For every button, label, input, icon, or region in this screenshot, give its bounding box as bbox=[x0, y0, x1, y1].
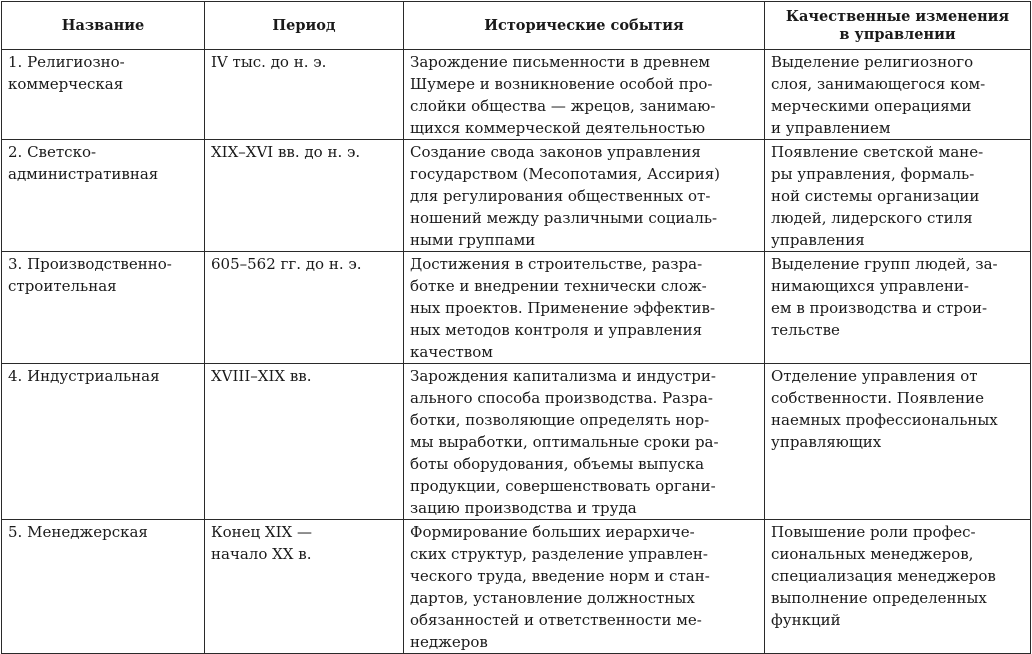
cell-events: Зарождение письменности в древнем Шумере и возникновение особой про- слойки общества — жрецов, занимаю- щихся коммерческой деятельностью bbox=[404, 50, 765, 140]
cell-events: Зарождения капитализма и индустри- ального способа производства. Разра- ботки, позволяющие определять нор- мы выработки, оптимальные сроки ра- боты оборудования, объемы выпуска продукции, совершенствовать органи- зацию производства и труда bbox=[404, 364, 765, 520]
cell-period: Конец XIX — начало XX в. bbox=[205, 520, 404, 654]
cell-period: XVIII–XIX вв. bbox=[205, 364, 404, 520]
cell-name: 1. Религиозно- коммерческая bbox=[2, 50, 205, 140]
table-row bbox=[2, 252, 1031, 364]
header-events: Исторические события bbox=[404, 2, 765, 50]
cell-changes: Отделение управления от собственности. Появление наемных профессиональных управляющих bbox=[765, 364, 1031, 520]
cell-name: 3. Производственно- строительная bbox=[2, 252, 205, 364]
header-changes: Качественные изменения в управлении bbox=[765, 2, 1031, 50]
cell-changes: Появление светской мане- ры управления, формаль- ной системы организации людей, лидерского стиля управления bbox=[765, 140, 1031, 252]
cell-changes: Выделение групп людей, за- нимающихся управлени- ем в производства и строи- тельстве bbox=[765, 252, 1031, 364]
cell-events: Достижения в строительстве, разра- ботке и внедрении технически слож- ных проектов. Применение эффектив- ных методов контроля и управления качеством bbox=[404, 252, 765, 364]
cell-period: XIX–XVI вв. до н. э. bbox=[205, 140, 404, 252]
cell-period: 605–562 гг. до н. э. bbox=[205, 252, 404, 364]
table-row bbox=[2, 520, 1031, 654]
cell-period: IV тыс. до н. э. bbox=[205, 50, 404, 140]
table-row bbox=[2, 140, 1031, 252]
management-history-table bbox=[1, 1, 1031, 654]
cell-name: 4. Индустриальная bbox=[2, 364, 205, 520]
cell-name: 5. Менеджерская bbox=[2, 520, 205, 654]
header-period: Период bbox=[205, 2, 404, 50]
cell-changes: Повышение роли профес- сиональных менеджеров, специализация менеджеров выполнение определенных функций bbox=[765, 520, 1031, 654]
table-row bbox=[2, 364, 1031, 520]
cell-name: 2. Светско- административная bbox=[2, 140, 205, 252]
table-header-row bbox=[2, 2, 1031, 50]
header-name: Название bbox=[2, 2, 205, 50]
table-row bbox=[2, 50, 1031, 140]
cell-events: Формирование больших иерархиче- ских структур, разделение управлен- ческого труда, введение норм и стан- дартов, установление должностных обязанностей и ответственности ме- неджеров bbox=[404, 520, 765, 654]
cell-events: Создание свода законов управления государством (Месопотамия, Ассирия) для регулирования общественных от- ношений между различными социаль- ными группами bbox=[404, 140, 765, 252]
cell-changes: Выделение религиозного слоя, занимающегося ком- мерческими операциями и управлением bbox=[765, 50, 1031, 140]
